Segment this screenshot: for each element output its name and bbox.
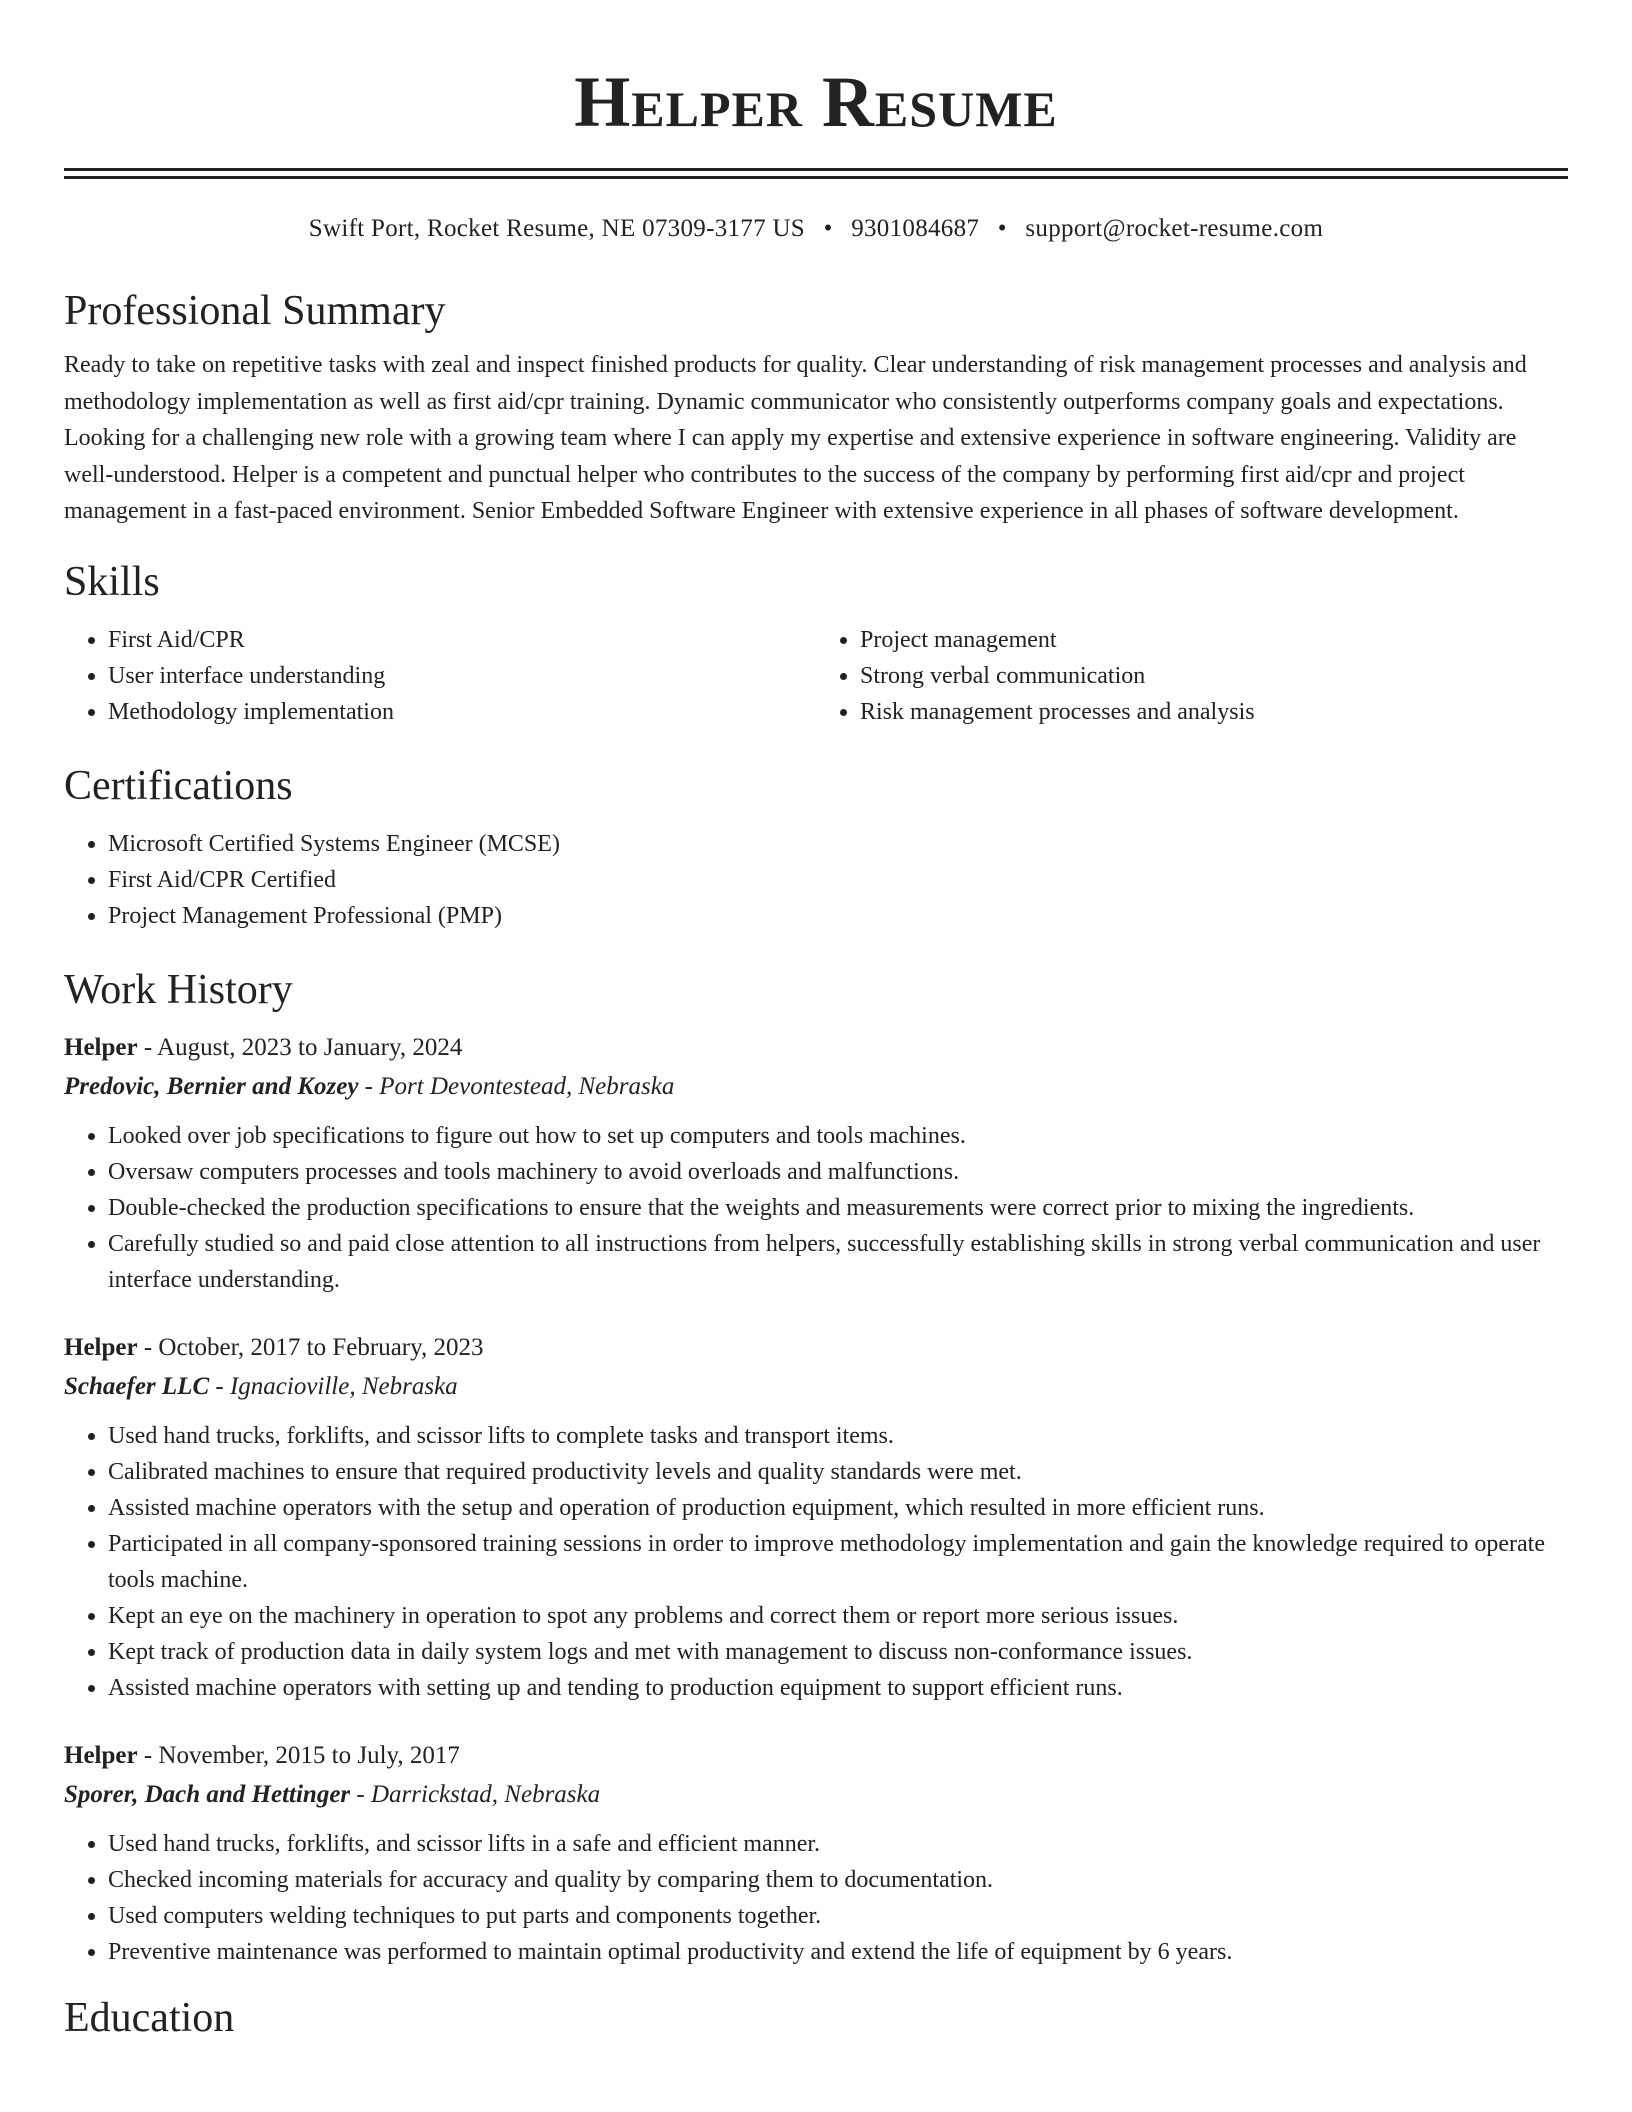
job-company-line: [64, 1367, 1568, 1406]
contact-email[interactable]: support@rocket-resume.com: [1025, 215, 1324, 242]
skills-heading: Skills: [64, 558, 160, 605]
job-company: Predovic, Bernier and Kozey: [64, 1072, 359, 1100]
job-bullet: • Assisted machine operators with the setup and operation of production equipment, which resulted in more efficient runs.: [108, 1490, 1568, 1526]
job-dates: - August, 2023 to January, 2024: [137, 1033, 463, 1061]
contact-address: Swift Port, Rocket Resume, NE 07309-3177 US: [308, 215, 806, 242]
job-role: Helper: [64, 1333, 138, 1361]
job-company: Sporer, Dach and Hettinger: [64, 1780, 351, 1808]
skills-columns: [64, 622, 1568, 730]
job-location: - Ignacioville, Nebraska: [209, 1372, 458, 1400]
job-bullet: • Looked over job specifications to figure out how to set up computers and tools machines.: [108, 1118, 1568, 1154]
job-role: Helper: [64, 1033, 138, 1061]
title-divider: [64, 168, 1568, 179]
skill-item: • First Aid/CPR: [108, 622, 816, 658]
job-bullet: • Participated in all company-sponsored training sessions in order to improve methodology implementation and gain the knowledge required to operate tools machine.: [108, 1526, 1568, 1598]
job-location: - Port Devontestead, Nebraska: [358, 1072, 675, 1100]
certification-item: • Microsoft Certified Systems Engineer (MCSE): [108, 826, 1568, 862]
skill-item: • User interface understanding: [108, 658, 816, 694]
certification-item: • Project Management Professional (PMP): [108, 898, 1568, 934]
work-history-heading: Work History: [64, 966, 293, 1013]
job-bullets: [64, 1118, 1568, 1298]
job-bullet: • Kept an eye on the machinery in operation to spot any problems and correct them or report more serious issues.: [108, 1598, 1568, 1634]
job-entry: [64, 1328, 1568, 1706]
skills-list-right: [816, 622, 1568, 730]
job-bullet: • Assisted machine operators with setting up and tending to production equipment to support efficient runs.: [108, 1670, 1568, 1706]
job-bullet: • Calibrated machines to ensure that required productivity levels and quality standards were met.: [108, 1454, 1568, 1490]
job-role: Helper: [64, 1741, 138, 1769]
skill-item: • Methodology implementation: [108, 694, 816, 730]
certifications-list: [64, 826, 1568, 934]
job-bullet: • Checked incoming materials for accuracy and quality by comparing them to documentation.: [108, 1862, 1568, 1898]
job-bullets: [64, 1418, 1568, 1706]
job-company-line: [64, 1067, 1568, 1106]
certification-item: • First Aid/CPR Certified: [108, 862, 1568, 898]
resume-title: Helper Resume: [574, 62, 1058, 142]
resume-page: [64, 0, 1568, 2044]
job-company-line: [64, 1775, 1568, 1814]
skill-item: • Project management: [860, 622, 1568, 658]
certifications-heading: Certifications: [64, 762, 293, 809]
job-bullet: • Double-checked the production specifications to ensure that the weights and measurements were correct prior to mixing the ingredients.: [108, 1190, 1568, 1226]
contact-phone: 9301084687: [851, 215, 980, 242]
job-title-line: [64, 1736, 1568, 1775]
job-bullet: • Used hand trucks, forklifts, and scissor lifts in a safe and efficient manner.: [108, 1826, 1568, 1862]
job-bullet: • Preventive maintenance was performed to maintain optimal productivity and extend the life of equipment by 6 years.: [108, 1934, 1568, 1970]
contact-separator: •: [823, 215, 833, 242]
contact-line: [64, 213, 1568, 245]
job-bullet: • Carefully studied so and paid close attention to all instructions from helpers, successfully establishing skills in strong verbal communication and user interface understanding.: [108, 1226, 1568, 1298]
job-bullets: [64, 1826, 1568, 1970]
job-entry: [64, 1736, 1568, 1970]
job-bullet: • Used computers welding techniques to put parts and components together.: [108, 1898, 1568, 1934]
education-heading: Education: [64, 1994, 235, 2041]
skill-item: • Strong verbal communication: [860, 658, 1568, 694]
job-company: Schaefer LLC: [64, 1372, 210, 1400]
skill-item: • Risk management processes and analysis: [860, 694, 1568, 730]
job-entry: [64, 1028, 1568, 1298]
job-bullet: • Kept track of production data in daily system logs and met with management to discuss non-conformance issues.: [108, 1634, 1568, 1670]
job-dates: - November, 2015 to July, 2017: [137, 1741, 460, 1769]
job-location: - Darrickstad, Nebraska: [350, 1780, 601, 1808]
summary-text: Ready to take on repetitive tasks with zeal and inspect finished products for quality. Clear understanding of risk management processes and analysis and methodology implementation as well as first aid/cpr training. Dynamic communicator who consistently outperforms company goals and expectations. Looking for a challenging new role with a growing team where I can apply my expertise and extensive experience in software engineering. Validity are well-understood. Helper is a competent and punctual helper who contributes to the success of the company by performing first aid/cpr and project management in a fast-paced environment. Senior Embedded Software Engineer with extensive experience in all phases of software development.: [64, 352, 1527, 524]
job-bullet: • Oversaw computers processes and tools machinery to avoid overloads and malfunctions.: [108, 1154, 1568, 1190]
contact-separator: •: [997, 215, 1007, 242]
job-dates: - October, 2017 to February, 2023: [137, 1333, 484, 1361]
job-title-line: [64, 1328, 1568, 1367]
job-title-line: [64, 1028, 1568, 1067]
summary-heading: Professional Summary: [64, 288, 446, 334]
job-bullet: • Used hand trucks, forklifts, and scissor lifts to complete tasks and transport items.: [108, 1418, 1568, 1454]
skills-list-left: [64, 622, 816, 730]
